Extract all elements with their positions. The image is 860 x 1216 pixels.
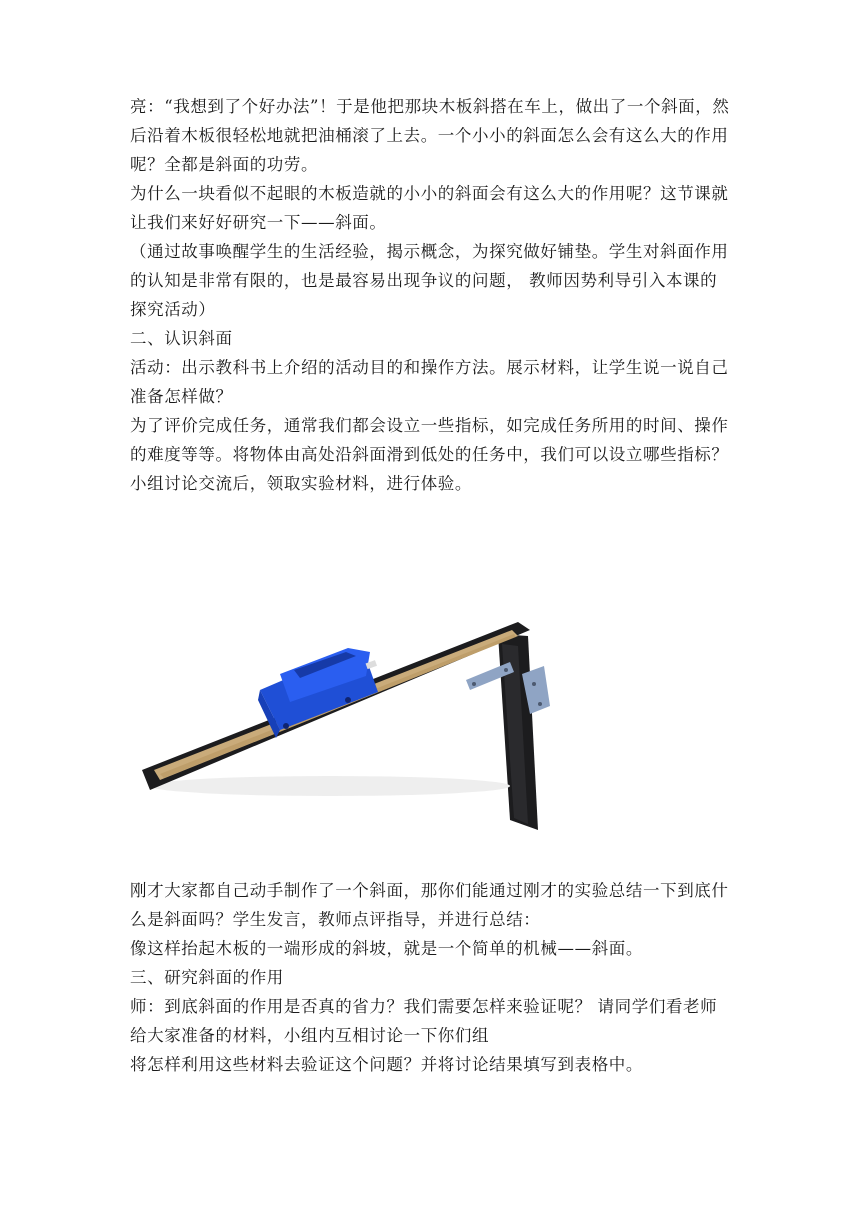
text-block-top: [130, 92, 734, 498]
inclined-plane-photo: [130, 614, 580, 854]
section-heading-3: 三、研究斜面的作用: [130, 968, 284, 987]
paragraph-teacher-question: 师：到底斜面的作用是否真的省力？我们需要怎样来验证呢？ 请同学们看老师给大家准备的材料，小组内互相讨论一下你们组: [130, 997, 718, 1045]
text-block-bottom: [130, 876, 734, 1079]
paragraph-story-end: 亮：“我想到了个好办法”！于是他把那块木板斜搭在车上，做出了一个斜面，然后沿着木板很轻松地就把油桶滚了上去。一个小小的斜面怎么会有这么大的作用呢？全都是斜面的功劳。: [130, 97, 730, 174]
paragraph-activity: 活动：出示教科书上介绍的活动目的和操作方法。展示材料，让学生说一说自己准备怎样做？: [130, 358, 729, 406]
paragraph-group-discussion: 小组讨论交流后，领取实验材料，进行体验。: [130, 474, 472, 493]
blue-cart: [258, 648, 378, 738]
paragraph-definition: 像这样抬起木板的一端形成的斜坡，就是一个简单的机械——斜面。: [130, 939, 643, 958]
paragraph-note: （通过故事唤醒学生的生活经验，揭示概念，为探究做好铺垫。学生对斜面作用的认知是非常有限的，也是最容易出现争议的问题， 教师因势利导引入本课的探究活动）: [130, 242, 729, 319]
paragraph-question: 为什么一块看似不起眼的木板造就的小小的斜面会有这么大的作用呢？这节课就让我们来好好研究一下——斜面。: [130, 184, 729, 232]
section-heading-2: 二、认识斜面: [130, 329, 233, 348]
paragraph-indicators: 为了评价完成任务，通常我们都会设立一些指标，如完成任务所用的时间、操作的难度等等。将物体由高处沿斜面滑到低处的任务中，我们可以设立哪些指标？: [130, 416, 729, 464]
paragraph-table-instruction: 将怎样利用这些材料去验证这个问题？并将讨论结果填写到表格中。: [130, 1055, 643, 1074]
paragraph-summary-question: 刚才大家都自己动手制作了一个斜面，那你们能通过刚才的实验总结一下到底什么是斜面吗？学生发言，教师点评指导，并进行总结：: [130, 881, 729, 929]
